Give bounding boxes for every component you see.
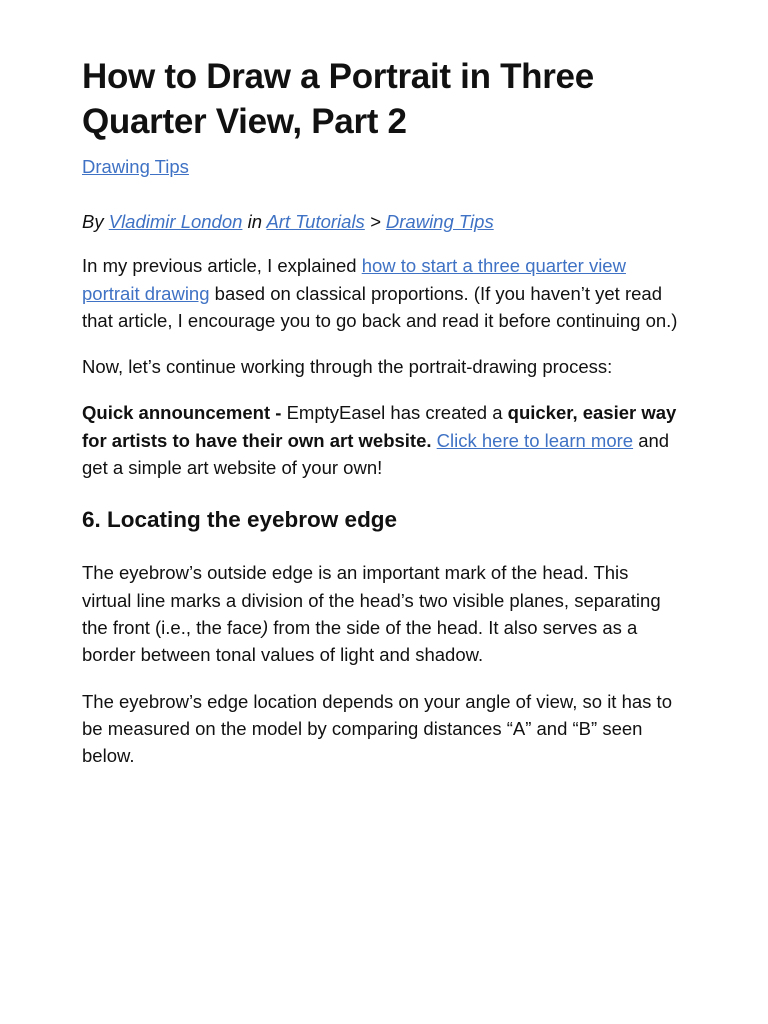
byline [82,208,682,235]
article [82,54,682,769]
byline-separator: > [369,211,381,232]
announcement-text-end: and get a simple art website of your own! [82,429,670,479]
byline-by: By [82,211,104,232]
continue-paragraph: Now, let’s continue working through the portrait-drawing process: [82,356,613,378]
announcement-bold: quicker, easier way for artists to have their own art website. [82,402,677,451]
intro-paragraph [82,252,682,334]
previous-article-link[interactable]: how to start a three quarter view portrait drawing [82,255,626,304]
page-title: How to Draw a Portrait in Three Quarter View, Part 2 [82,57,594,141]
subsection-link-drawing-tips[interactable]: Drawing Tips [385,211,494,232]
eyebrow-paragraph-1 [82,559,682,668]
learn-more-link[interactable]: Click here to learn more [436,429,634,451]
eyebrow-p1-part2: from the side of the head. It also serves as a border between tonal values of light and shadow. [82,616,638,666]
section-link-art-tutorials[interactable]: Art Tutorials [266,211,365,232]
intro-text-before: In my previous article, I explained [82,255,362,277]
section-heading: 6. Locating the eyebrow edge [82,507,398,533]
eyebrow-p1-paren: ) [261,616,269,638]
announcement-paragraph [82,399,682,481]
eyebrow-paragraph-2: The eyebrow’s edge location depends on your angle of view, so it has to be measured on the model by comparing distances “A” and “B” seen below. [82,690,672,767]
byline-in: in [247,211,262,232]
announcement-label: Quick announcement - [82,402,287,424]
intro-text-after: based on classical proportions. (If you haven’t yet read that article, I encourage you to go back and read it before continuing on.) [82,282,678,331]
announcement-text: EmptyEasel has created a [286,402,508,424]
eyebrow-p1-part1: The eyebrow’s outside edge is an important mark of the head. This virtual line marks a division of the head’s two visible planes, separating the front (i.e., the face [82,562,661,638]
category-link-drawing-tips[interactable]: Drawing Tips [82,156,189,177]
author-link[interactable]: Vladimir London [108,211,243,232]
